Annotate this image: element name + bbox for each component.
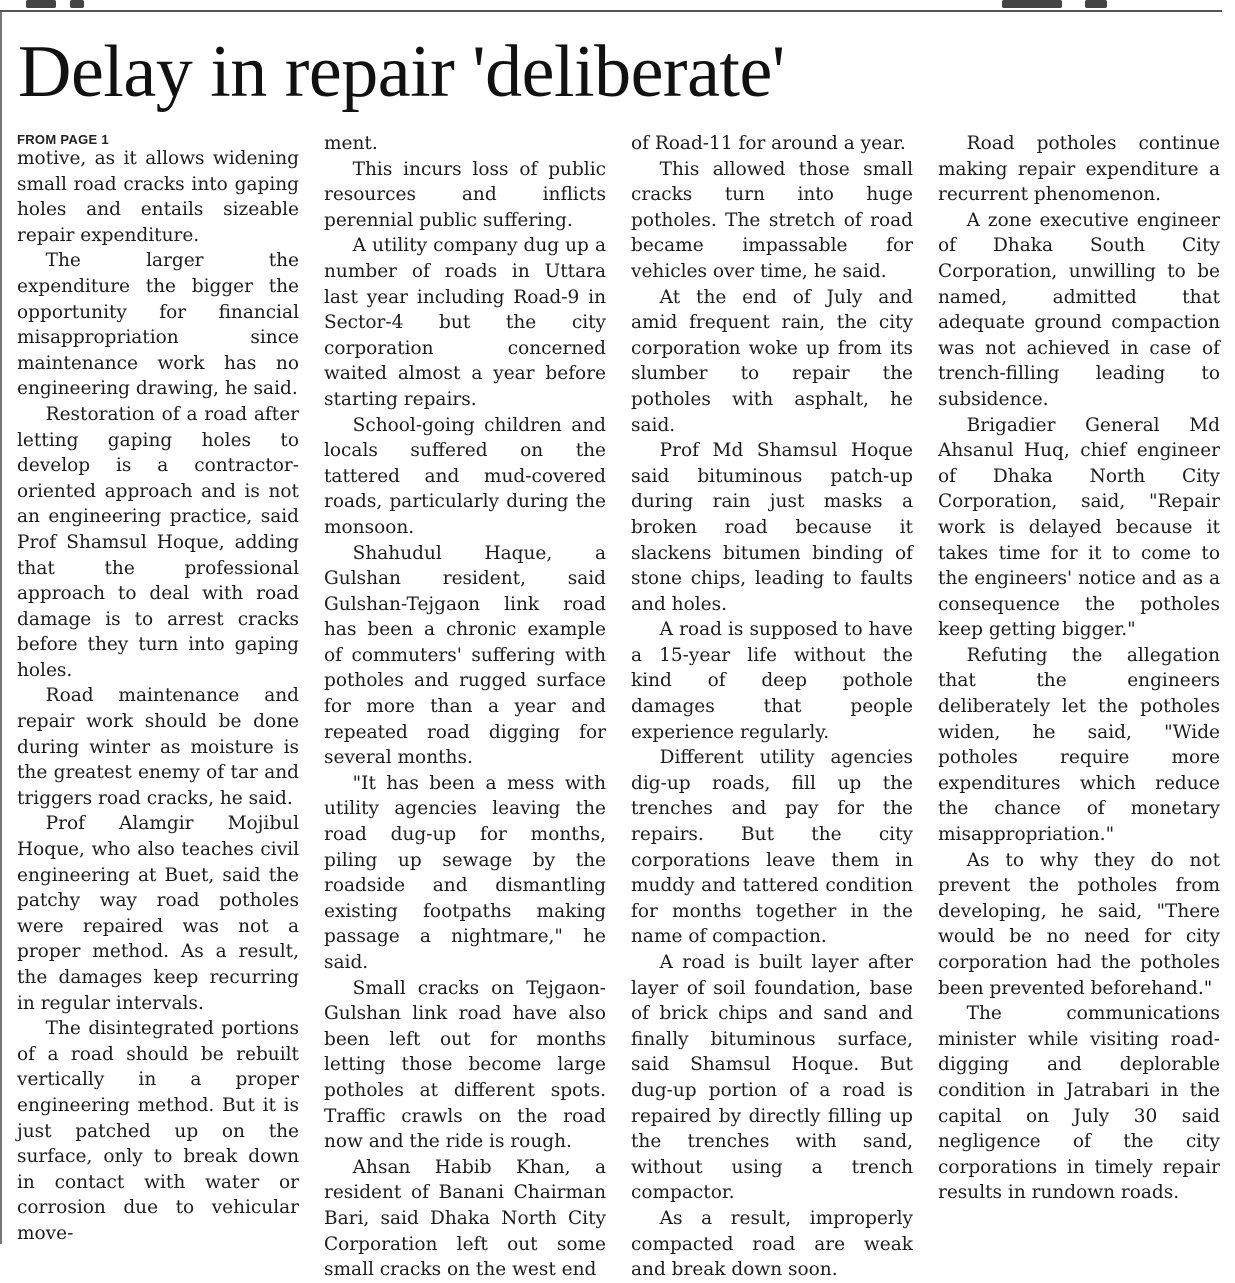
paragraph: Brigadier General Md Ahsanul Huq, chief engineer of Dhaka North City Corporation, said, "Repair work is delayed because it takes time for it to come to the engineers' notice and as a consequence the potholes keep getting bigger.": [938, 414, 1220, 641]
paragraph: The communications minister while visiting road-digging and deplorable condition in Jatrabari in the capital on July 30 said negligence of the city corporations in timely repair results in rundown roads.: [938, 1003, 1220, 1204]
paragraph: Shahudul Haque, a Gulshan resident, said Gulshan-Tejgaon link road has been a chronic example of commuters' suffering with potholes and rugged surface for more than a year and repeated road digging for several months.: [324, 542, 606, 769]
clipped-header-fragment: [26, 0, 56, 8]
column-3: [631, 131, 913, 1283]
paragraph: School-going children and locals suffered on the tattered and mud-covered roads, particularly during the monsoon.: [324, 414, 606, 538]
paragraph: Different utility agencies dig-up roads, fill up the trenches and pay for the repairs. But the city corporations leave them in muddy and tattered condition for months together in the name of compaction.: [631, 747, 913, 948]
clipped-header-fragment: [1002, 0, 1062, 8]
paragraph: Small cracks on Tejgaon-Gulshan link road have also been left out for months letting those become large potholes at different spots. Traffic crawls on the road now and the ride is rough.: [324, 977, 606, 1153]
paragraph: At the end of July and amid frequent rain, the city corporation woke up from its slumber to repair the potholes with asphalt, he said.: [631, 286, 913, 436]
headline: Delay in repair 'deliberate': [18, 31, 785, 113]
paragraph: As to why they do not prevent the potholes from developing, he said, "There would be no need for city corporation had the potholes been prevented beforehand.": [938, 849, 1220, 999]
paragraph: The disintegrated portions of a road should be rebuilt vertically in a proper engineering method. But it is just patched up on the surface, only to break down in contact with water or corrosion due to vehicular move-: [17, 1018, 299, 1244]
paragraph: A road is built layer after layer of soil foundation, base of brick chips and sand and finally bituminous surface, said Shamsul Hoque. But dug-up portion of a road is repaired by directly filling up the trenches with sand, without using a trench compactor.: [631, 952, 913, 1204]
article-body: [17, 131, 1222, 1281]
paragraph: ment.: [324, 133, 378, 154]
paragraph: Road maintenance and repair work should be done during winter as moisture is the greatest enemy of tar and triggers road cracks, he said.: [17, 685, 299, 809]
paragraph: Ahsan Habib Khan, a resident of Banani Chairman Bari, said Dhaka North City Corporation left out some small cracks on the west end: [324, 1156, 606, 1281]
paragraph: Refuting the allegation that the engineers deliberately let the potholes widen, he said, "Wide potholes require more expenditures which reduce the chance of monetary misappropriation.": [938, 644, 1220, 846]
paragraph: A utility company dug up a number of roads in Uttara last year including Road-9 in Sector-4 but the city corporation concerned waited almost a year before starting repairs.: [324, 235, 606, 410]
paragraph: motive, as it allows widening small road cracks into gaping holes and entails sizeable repair expenditure.: [17, 148, 299, 246]
paragraph: Restoration of a road after letting gaping holes to develop is a contractor-oriented approach and is not an engineering practice, said Prof Shamsul Hoque, adding that the professional approach to deal with road damage is to arrest cracks before they turn into gaping holes.: [17, 403, 299, 681]
paragraph: Road potholes continue making repair expenditure a recurrent phenomenon.: [938, 133, 1220, 206]
paragraph: This incurs loss of public resources and inflicts perennial public suffering.: [324, 158, 606, 231]
column-2: [324, 131, 606, 1283]
clipped-header-fragment: [1085, 0, 1107, 8]
paragraph: Prof Alamgir Mojibul Hoque, who also teaches civil engineering at Buet, said the patchy way road potholes were repaired was not a proper method. As a result, the damages keep recurring in regular intervals.: [17, 813, 299, 1014]
column-4: [938, 131, 1220, 1206]
column-1: [17, 131, 299, 1247]
top-rule: [0, 10, 1222, 12]
clipped-header-fragment: [70, 0, 84, 8]
paragraph: The larger the expenditure the bigger the opportunity for financial misappropriation since maintenance work has no engineering drawing, he said.: [17, 250, 299, 400]
paragraph: A zone executive engineer of Dhaka South City Corporation, unwilling to be named, admitted that adequate ground compaction was not achieved in case of trench-filling leading to subsidence.: [938, 209, 1220, 410]
left-column-rule: [0, 12, 2, 1244]
paragraph: "It has been a mess with utility agencies leaving the road dug-up for months, piling up sewage by the roadside and dismantling existing footpaths making passage a nightmare," he said.: [324, 772, 606, 973]
jump-line: FROM PAGE 1: [17, 132, 109, 147]
paragraph: A road is supposed to have a 15-year life without the kind of deep pothole damages that people experience regularly.: [631, 619, 913, 743]
paragraph: of Road-11 for around a year.: [631, 133, 906, 154]
paragraph: As a result, improperly compacted road are weak and break down soon.: [631, 1207, 913, 1281]
paragraph: This allowed those small cracks turn into huge potholes. The stretch of road became impassable for vehicles over time, he said.: [631, 158, 913, 282]
paragraph: Prof Md Shamsul Hoque said bituminous patch-up during rain just masks a broken road because it slackens bitumen binding of stone chips, leading to faults and holes.: [631, 440, 913, 615]
